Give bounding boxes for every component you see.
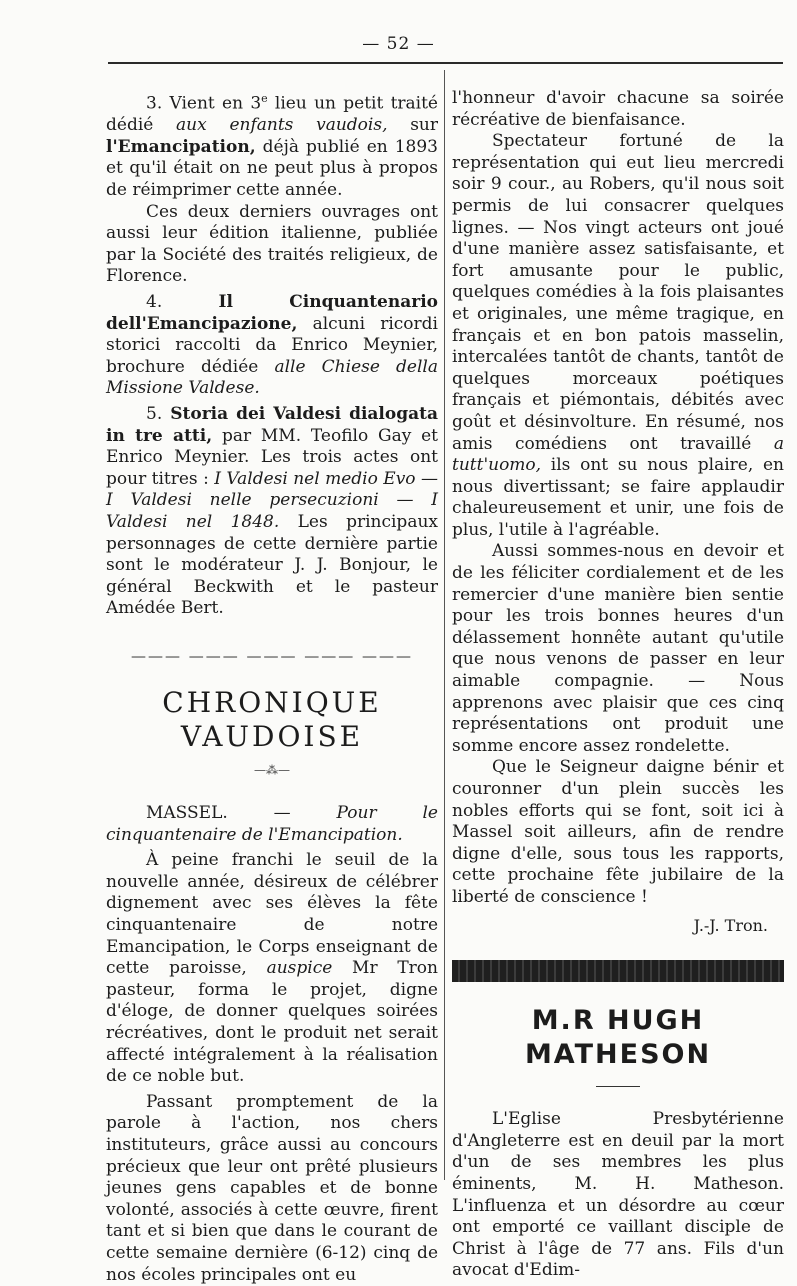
section-divider: ——— ——— ——— ——— ——— [130,646,414,665]
item-5-text-b: Les principaux personnages de cette dernière partie sont le modérateur J. J. Bonjour, le général Beckwith et le pasteur Amédée Bert. [106,511,438,619]
chronicle-subtitle: Pour le cinquantenaire de l'Emancipation. [106,803,438,845]
section-title: CHRONIQUE VAUDOISE [162,685,382,753]
item-number: 4. [146,292,163,312]
ornament: —⁂— [254,762,290,777]
item-4-italic: alle Chiese della Missione Valdese. [106,356,438,399]
item-4-bold: Il Cinquantenario dell'Emancipazione, [106,292,438,334]
item-3-text-c: sur [387,115,439,136]
italian-edition-paragraph: Ces deux derniers ouvrages ont aussi leur édition italienne, publiée par la Société des traités religieux, de Florence. [106,201,438,287]
obituary-title: M.R HUGH MATHESON [524,1005,712,1071]
spectator-paragraph [452,131,784,541]
para-1-text-a: À peine franchi le seuil de la nouvelle année, désireux de célébrer dignement avec ses élèves la fête cinquantenaire de notre Emancipation, le Corps enseignant de cette paroisse, [106,850,438,979]
spectator-text-a: Spectateur fortuné de la représentation qui eut lieu mercredi soir 9 cour., au Robers, qu'il nous soit permis de lui consacrer quelques lignes. — Nos vingt acteurs ont joué d'une manière assez satisfaisante, et fort amusante pour le public, quelques comédies à la fois plaisantes et originales, une même tragique, en français et en bon patois masselin, intercalées tantôt de chants, tantôt de quelques morceaux poétiques français et piémontais, débités avec goût et désinvolture. En résumé, nos amis comédiens ont travaillé [452,131,784,454]
item-3-bold: l'Emancipation, [106,136,256,157]
blessing-paragraph: Que le Seigneur daigne bénir et couronner d'un plein succès les nobles efforts qui se font, soit ici à Massel soit ailleurs, afin de rendre digne d'elle, sous tous les rapports, cette prochaine fête jubilaire de la liberté de conscience ! [452,757,784,907]
obituary-paragraph: L'Eglise Presbytérienne d'Angleterre est en deuil par la mort d'un de ses membres les plus éminents, M. H. Matheson. L'influenza et un désordre au cœur ont emporté ce vaillant disciple de Christ à l'âge de 77 ans. Fils d'un avocat d'Edim- [452,1109,784,1281]
place-name: MASSEL. — [146,803,337,824]
item-3-text-a: Vient en 3 [162,93,262,114]
spectator-italic: a tutt'uomo, [452,433,784,476]
item-number: 5. [146,403,163,424]
chronicle-heading [106,803,438,846]
right-column [452,88,784,1282]
chronicle-paragraph-2: Passant promptement de la parole à l'action, nos chers instituteurs, grâce aussi au concours précieux que leur ont prêté plusieurs jeunes gens capables et de bonne volonté, associés à cette œuvre, firent tant et si bien que dans le courant de cette semaine dernière (6-12) cinq de nos écoles principales ont eu [106,1091,438,1285]
spectator-text-b: ils ont su nous plaire, en nous divertissant; se faire applaudir chaleureusement et unir, une fois de plus, l'utile à l'agréable. [452,455,784,540]
obituary-rule [596,1086,640,1087]
item-5-bold: Storia dei Valdesi dialogata in tre atti, [106,403,438,446]
item-5-text-a: par MM. Teofilo Gay et Enrico Meynier. Les trois actes ont pour titres : [106,425,438,489]
page-number: — 52 — [362,34,435,54]
column-divider [444,70,445,1180]
continued-paragraph: l'honneur d'avoir chacune sa soirée récréative de bienfaisance. [452,88,784,130]
item-3-paragraph [106,88,438,202]
thanks-paragraph: Aussi sommes-nous en devoir et de les féliciter cordialement et de les remercier d'une manière bien sentie pour les trois bonnes heures d'un délassement honnête autant qu'utile que nous venons de passer en leur aimable compagnie. — Nous apprenons avec plaisir que ces cinq représentations ont produit une somme encore assez rondelette. [452,541,784,756]
item-3-italic: aux enfants vaudois, [176,115,388,136]
item-number: 3. [146,93,163,114]
item-4-text: alcuni ricordi storici raccolti da Enrico Meynier, brochure dédiée [106,313,438,377]
superscript: e [261,92,268,105]
left-column [106,88,438,1286]
signature: J.-J. Tron. [693,915,768,935]
para-1-italic: auspice [266,958,333,979]
para-1-text-b: Mr Tron pasteur, forma le projet, digne d'éloge, de donner quelques soirées récréatives, dont le produit net serait affecté intégralement à la réalisation de ce noble but. [106,958,438,1087]
item-3-text-d: déjà publié en 1893 et qu'il était on ne peut plus à propos de réimprimer cette année. [106,136,438,201]
item-4-paragraph [106,292,438,400]
item-3-text-b: lieu un petit traité dédié [106,93,438,136]
item-5-paragraph [106,404,438,620]
item-5-italic: I Valdesi nel medio Evo — I Valdesi nelle persecuzioni — I Valdesi nel 1848. [106,468,438,532]
ornamental-black-bar [452,960,784,982]
chronicle-paragraph-1 [106,850,438,1088]
header-rule [108,62,783,64]
